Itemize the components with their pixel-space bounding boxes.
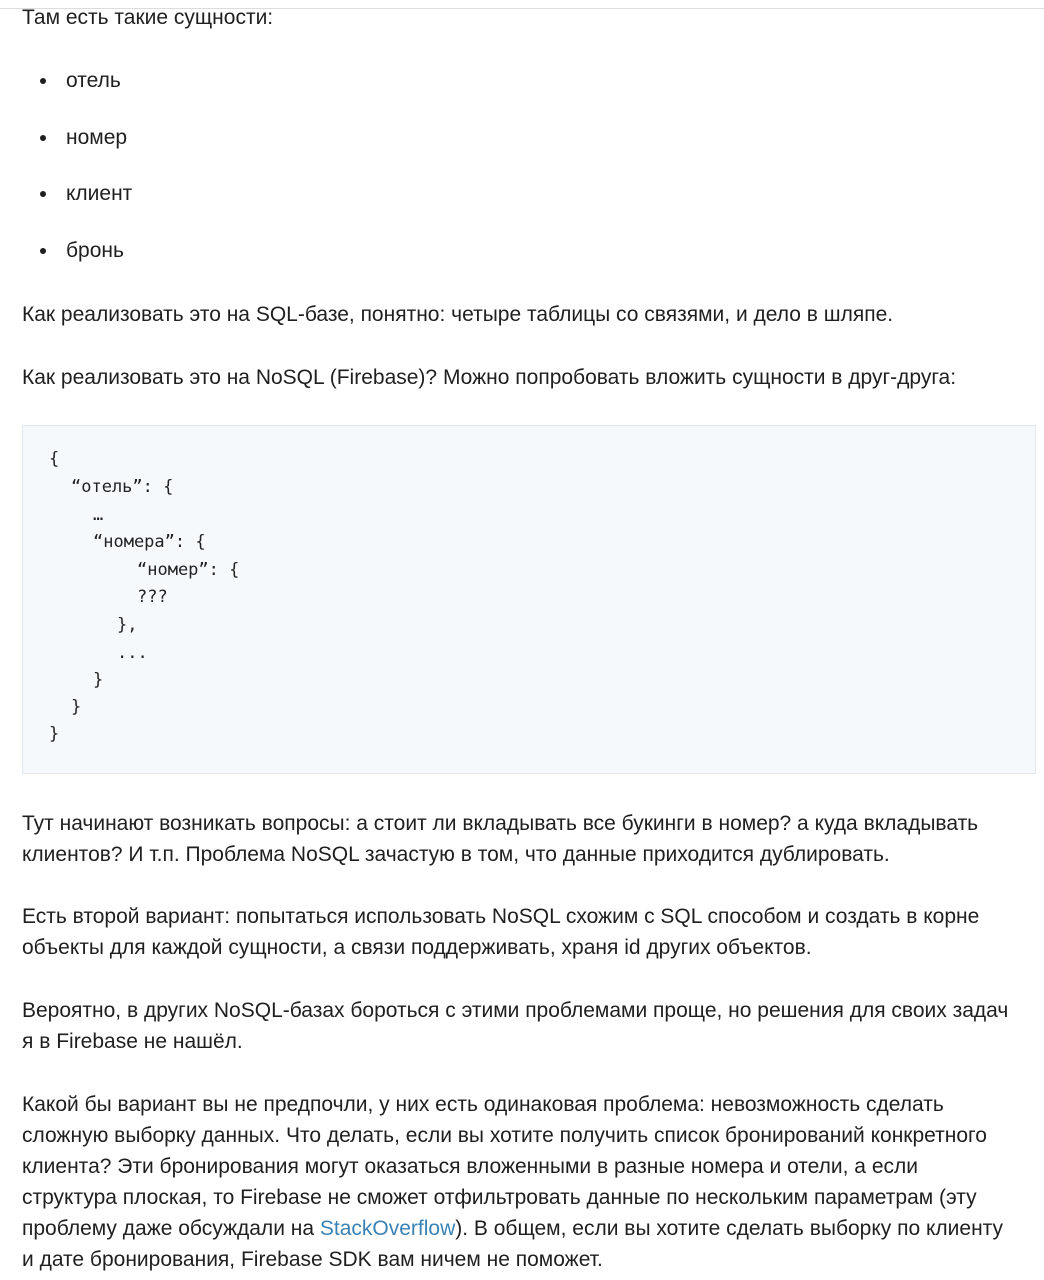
code-line: ... [117,643,148,663]
code-line: “отель”: { [71,477,174,497]
code-line: } [71,697,82,717]
code-line: ??? [137,587,168,607]
code-line: } [49,724,60,744]
problem-paragraph-line: сложную выборку данных. Что делать, если вы хотите получить список бронирований конкретного [22,1124,987,1147]
problem-paragraph-line: клиента? Эти бронирования могут оказаться вложенными в разные номера и отели, а если [22,1155,918,1178]
code-line: { [49,449,60,469]
second-variant-paragraph-line: объекты для каждой сущности, а связи поддерживать, храня id других объектов. [22,936,812,959]
problem-paragraph-line: структура плоская, то Firebase не сможет отфильтровать данные по нескольким параметрам (эту [22,1186,977,1209]
intro-text: Там есть такие сущности: [22,6,274,29]
problem-paragraph-line: проблему даже обсуждали на StackOverflow). В общем, если вы хотите сделать выборку по клиенту [22,1217,1004,1240]
stackoverflow-link[interactable]: StackOverflow [319,1217,456,1240]
code-block [22,425,1036,774]
probably-paragraph-line: я в Firebase не нашёл. [22,1030,243,1053]
sql-paragraph: Как реализовать это на SQL-базе, понятно: четыре таблицы со связями, и дело в шляпе. [22,303,894,326]
code-line: }, [117,615,138,635]
code-line: “номера”: { [93,532,206,552]
questions-paragraph-line: клиентов? И т.п. Проблема NoSQL зачастую в том, что данные приходится дублировать. [22,843,890,866]
second-variant-paragraph-line: Есть второй вариант: попытаться использовать NoSQL схожим с SQL способом и создать в корне [22,905,980,928]
nosql-paragraph: Как реализовать это на NoSQL (Firebase)? Можно попробовать вложить сущности в друг-друга: [22,366,957,389]
problem-paragraph-line: и дате бронирования, Firebase SDK вам ничем не поможет. [22,1248,603,1271]
questions-paragraph-line: Тут начинают возникать вопросы: а стоит ли вкладывать все букинги в номер? а куда вкладывать [22,812,979,835]
code-line: “номер”: { [137,560,240,580]
code-line: } [93,670,104,690]
problem-paragraph-line: Какой бы вариант вы не предпочли, у них есть одинаковая проблема: невозможность сделать [22,1093,944,1116]
probably-paragraph-line: Вероятно, в других NoSQL-базах бороться с этими проблемами проще, но решения для своих задач [22,999,1009,1022]
code-line: … [93,505,104,525]
